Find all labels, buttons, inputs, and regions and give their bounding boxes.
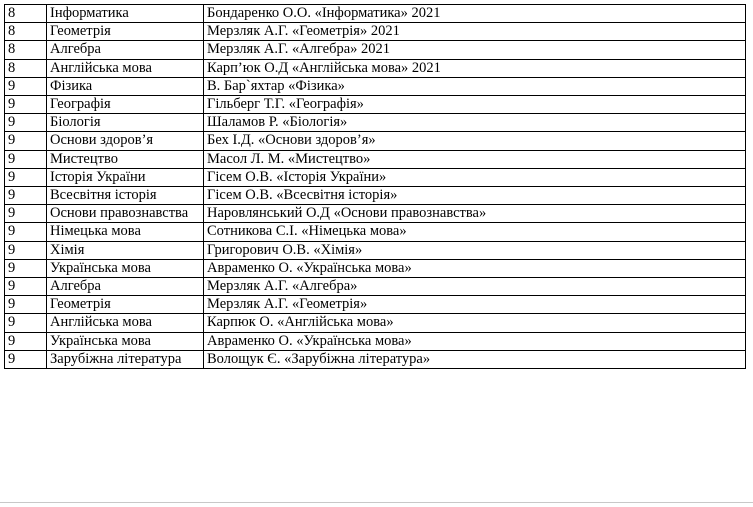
grade-cell: 8 bbox=[5, 59, 47, 77]
subject-cell: Німецька мова bbox=[47, 223, 204, 241]
textbook-cell: Мерзляк А.Г. «Алгебра» 2021 bbox=[204, 41, 746, 59]
subject-cell: Інформатика bbox=[47, 5, 204, 23]
table-row bbox=[5, 187, 746, 205]
grade-cell: 9 bbox=[5, 150, 47, 168]
textbook-cell: Мерзляк А.Г. «Алгебра» bbox=[204, 278, 746, 296]
table-row bbox=[5, 96, 746, 114]
subject-cell: Геометрія bbox=[47, 296, 204, 314]
textbook-cell: Авраменко О. «Українська мова» bbox=[204, 332, 746, 350]
textbook-cell: Наровлянський О.Д «Основи правознавства» bbox=[204, 205, 746, 223]
subject-cell: Англійська мова bbox=[47, 314, 204, 332]
grade-cell: 8 bbox=[5, 23, 47, 41]
grade-cell: 9 bbox=[5, 296, 47, 314]
subject-cell: Біологія bbox=[47, 114, 204, 132]
grade-cell: 8 bbox=[5, 41, 47, 59]
subject-cell: Історія України bbox=[47, 168, 204, 186]
textbook-cell: Масол Л. М. «Мистецтво» bbox=[204, 150, 746, 168]
table-row bbox=[5, 205, 746, 223]
grade-cell: 9 bbox=[5, 77, 47, 95]
table-row bbox=[5, 314, 746, 332]
grade-cell: 9 bbox=[5, 278, 47, 296]
grade-cell: 9 bbox=[5, 187, 47, 205]
grade-cell: 9 bbox=[5, 350, 47, 368]
table-row bbox=[5, 278, 746, 296]
subject-cell: Фізика bbox=[47, 77, 204, 95]
table-row bbox=[5, 132, 746, 150]
textbook-cell: Авраменко О. «Українська мова» bbox=[204, 259, 746, 277]
table-row bbox=[5, 241, 746, 259]
grade-cell: 9 bbox=[5, 332, 47, 350]
page-bottom-divider bbox=[0, 502, 753, 503]
table-row bbox=[5, 5, 746, 23]
textbook-cell: Мерзляк А.Г. «Геометрія» bbox=[204, 296, 746, 314]
subject-cell: Мистецтво bbox=[47, 150, 204, 168]
textbook-cell: Мерзляк А.Г. «Геометрія» 2021 bbox=[204, 23, 746, 41]
textbook-cell: Сотникова С.І. «Німецька мова» bbox=[204, 223, 746, 241]
subject-cell: Хімія bbox=[47, 241, 204, 259]
grade-cell: 8 bbox=[5, 5, 47, 23]
table-row bbox=[5, 77, 746, 95]
textbook-cell: Карпюк О. «Англійська мова» bbox=[204, 314, 746, 332]
subject-cell: Англійська мова bbox=[47, 59, 204, 77]
grade-cell: 9 bbox=[5, 132, 47, 150]
subject-cell: Геометрія bbox=[47, 23, 204, 41]
textbook-cell: Шаламов Р. «Біологія» bbox=[204, 114, 746, 132]
grade-cell: 9 bbox=[5, 259, 47, 277]
subject-cell: Географія bbox=[47, 96, 204, 114]
table-row bbox=[5, 59, 746, 77]
subject-cell: Всесвітня історія bbox=[47, 187, 204, 205]
table-row bbox=[5, 23, 746, 41]
table-row bbox=[5, 168, 746, 186]
textbook-cell: Гісем О.В. «Всесвітня історія» bbox=[204, 187, 746, 205]
grade-cell: 9 bbox=[5, 314, 47, 332]
table-row bbox=[5, 150, 746, 168]
textbook-table-body bbox=[5, 5, 746, 369]
table-row bbox=[5, 259, 746, 277]
subject-cell: Основи здоров’я bbox=[47, 132, 204, 150]
textbook-cell: Гісем О.В. «Історія України» bbox=[204, 168, 746, 186]
grade-cell: 9 bbox=[5, 223, 47, 241]
subject-cell: Українська мова bbox=[47, 332, 204, 350]
table-row bbox=[5, 296, 746, 314]
subject-cell: Алгебра bbox=[47, 278, 204, 296]
textbook-cell: Григорович О.В. «Хімія» bbox=[204, 241, 746, 259]
textbook-cell: Карп’юк О.Д «Англійська мова» 2021 bbox=[204, 59, 746, 77]
table-row bbox=[5, 350, 746, 368]
textbook-cell: Волощук Є. «Зарубіжна література» bbox=[204, 350, 746, 368]
textbook-table bbox=[4, 4, 746, 369]
subject-cell: Українська мова bbox=[47, 259, 204, 277]
table-row bbox=[5, 41, 746, 59]
textbook-cell: Гільберг Т.Г. «Географія» bbox=[204, 96, 746, 114]
table-row bbox=[5, 332, 746, 350]
grade-cell: 9 bbox=[5, 96, 47, 114]
table-row bbox=[5, 114, 746, 132]
grade-cell: 9 bbox=[5, 205, 47, 223]
textbook-cell: Бондаренко О.О. «Інформатика» 2021 bbox=[204, 5, 746, 23]
subject-cell: Основи правознавства bbox=[47, 205, 204, 223]
grade-cell: 9 bbox=[5, 114, 47, 132]
subject-cell: Зарубіжна література bbox=[47, 350, 204, 368]
textbook-cell: Бех І.Д. «Основи здоров’я» bbox=[204, 132, 746, 150]
textbook-cell: В. Бар`яхтар «Фізика» bbox=[204, 77, 746, 95]
table-row bbox=[5, 223, 746, 241]
subject-cell: Алгебра bbox=[47, 41, 204, 59]
grade-cell: 9 bbox=[5, 168, 47, 186]
grade-cell: 9 bbox=[5, 241, 47, 259]
